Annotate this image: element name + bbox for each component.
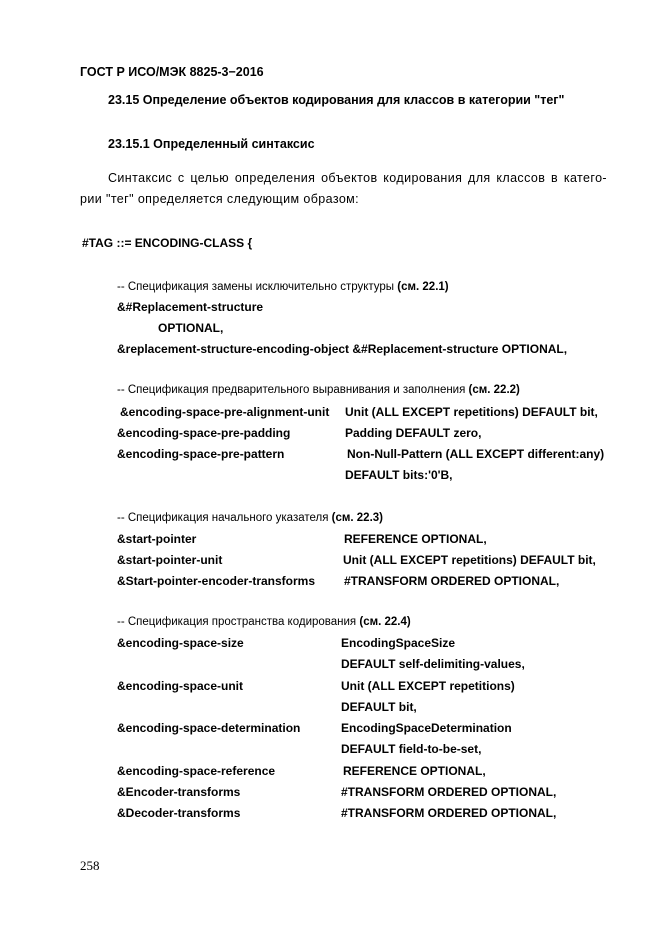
field-name: &start-pointer-unit (117, 553, 223, 567)
comment-ref: (см. 22.3) (331, 512, 383, 524)
field-value: REFERENCE OPTIONAL, (344, 532, 487, 546)
field-value: Unit (ALL EXCEPT repetitions) DEFAULT bit, (345, 405, 598, 419)
field-name: &Start-pointer-encoder-transforms (117, 574, 316, 588)
field-value: #TRANSFORM ORDERED OPTIONAL, (341, 806, 557, 820)
comment-ref: (см. 22.1) (397, 281, 449, 293)
page-number: 258 (80, 858, 100, 873)
paragraph-line-1: Синтаксис с целью определения объектов кодирования для классов в катего- (108, 171, 607, 185)
code-line: OPTIONAL, (158, 321, 224, 335)
comment-ref: (см. 22.2) (468, 384, 520, 396)
paragraph-line-2: рии "тег" определяется следующим образом: (80, 192, 360, 206)
field-name: &encoding-space-determination (117, 721, 301, 735)
comment-replacement (117, 279, 449, 295)
field-value: #TRANSFORM ORDERED OPTIONAL, (341, 785, 557, 799)
field-value: Non-Null-Pattern (ALL EXCEPT different:any) (347, 447, 605, 461)
comment-text: -- Спецификация начального указателя (117, 512, 332, 524)
comment-start-pointer (117, 510, 383, 526)
section-title: 23.15 Определение объектов кодирования для классов в категории "тег" (108, 93, 565, 107)
field-value-cont: DEFAULT bits:'0'B, (345, 468, 453, 482)
field-name: &Decoder-transforms (117, 806, 241, 820)
code-open: #TAG ::= ENCODING-CLASS { (82, 236, 253, 250)
code-line: &replacement-structure-encoding-object &#Replacement-structure OPTIONAL, (117, 342, 568, 356)
code-line: &#Replacement-structure (117, 300, 264, 314)
field-value: EncodingSpaceDetermination (341, 721, 512, 735)
field-name: &encoding-space-unit (117, 679, 244, 693)
field-name: &encoding-space-pre-padding (117, 426, 291, 440)
subsection-title: 23.15.1 Определенный синтаксис (108, 137, 315, 151)
field-value-cont: DEFAULT bit, (341, 700, 417, 714)
comment-text: -- Спецификация замены исключительно структуры (117, 281, 398, 293)
document-header: ГОСТ Р ИСО/МЭК 8825-3−2016 (80, 65, 264, 79)
field-name: &start-pointer (117, 532, 197, 546)
comment-pre-alignment (117, 382, 520, 398)
field-name: &encoding-space-pre-pattern (117, 447, 285, 461)
field-name: &encoding-space-pre-alignment-unit (120, 405, 330, 419)
field-name: &Encoder-transforms (117, 785, 241, 799)
field-value: Unit (ALL EXCEPT repetitions) DEFAULT bit, (343, 553, 596, 567)
comment-ref: (см. 22.4) (359, 616, 411, 628)
field-value: #TRANSFORM ORDERED OPTIONAL, (344, 574, 560, 588)
field-name: &encoding-space-size (117, 636, 244, 650)
field-value-cont: DEFAULT field-to-be-set, (341, 742, 482, 756)
field-value: REFERENCE OPTIONAL, (343, 764, 486, 778)
field-value-cont: DEFAULT self-delimiting-values, (341, 657, 525, 671)
field-value: Unit (ALL EXCEPT repetitions) (341, 679, 515, 693)
field-value: EncodingSpaceSize (341, 636, 456, 650)
field-value: Padding DEFAULT zero, (345, 426, 482, 440)
comment-encoding-space (117, 614, 411, 630)
comment-text: -- Спецификация пространства кодирования (117, 616, 360, 628)
comment-text: -- Спецификация предварительного выравнивания и заполнения (117, 384, 469, 396)
field-name: &encoding-space-reference (117, 764, 276, 778)
